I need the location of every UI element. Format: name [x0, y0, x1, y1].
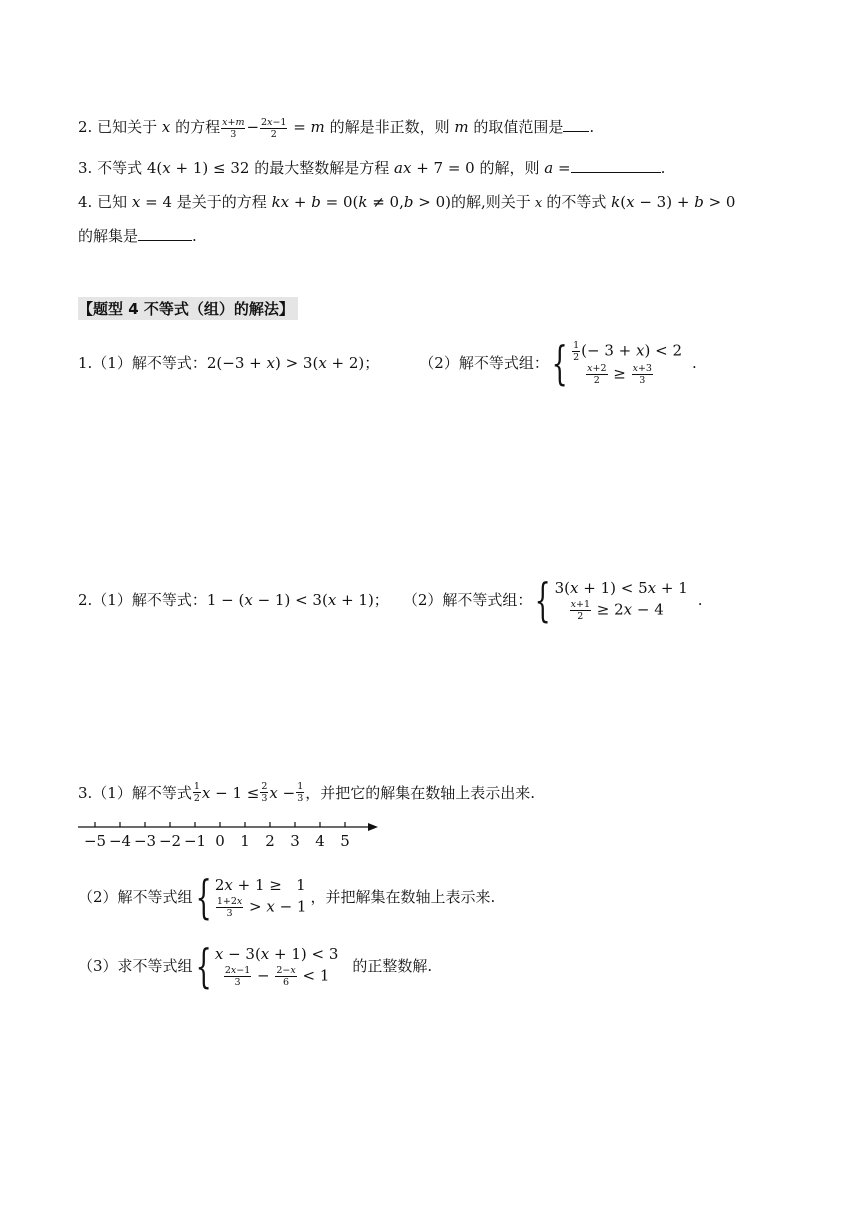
number-line-tick-label: 0 [215, 832, 225, 850]
section-heading: 【题型 4 不等式（组）的解法】 [78, 297, 298, 320]
answer-blank[interactable] [138, 226, 192, 241]
answer-blank[interactable] [563, 117, 589, 132]
question-3: 3. 不等式 4(x + 1) ≤ 32 的最大整数解是方程 ax + 7 = 0 的解，则 a = . [78, 159, 666, 177]
problem-3-part2: （2）解不等式组 { 2x + 1 ≥ 1 $\frac{1+2x}{3}$ > x − 1 ，并把解集在数轴上表示来. [78, 870, 496, 924]
number-line-tick-label: 1 [240, 832, 250, 850]
number-line-tick-label: −2 [158, 832, 182, 850]
answer-blank[interactable] [571, 158, 661, 173]
number-line-arrow [368, 823, 378, 831]
number-line-tick-label: 3 [290, 832, 300, 850]
number-line-tick-label: 4 [315, 832, 325, 850]
number-line-tick-label: 2 [265, 832, 275, 850]
question-2: 2. 已知关于 x 的方程 $\frac{x+m}{3}$ − $\frac{2x-1}{2}$ = m 的解是非正数，则 m 的取值范围是 . [78, 116, 595, 140]
number-line-tick-label: −5 [83, 832, 107, 850]
question-4: 4. 已知 x = 4 是关于的方程 kx + b = 0(k ≠ 0,b > 0)的解,则关于 x 的不等式 k(x − 3) + b > 0 [78, 193, 736, 211]
number-line-tick-label: −3 [133, 832, 157, 850]
problem-3-part1: 3.（1）解不等式 $\frac{1}{2}$ x − 1 ≤ $\frac{2}{3}$ x − $\frac{1}{3}$ ，并把它的解集在数轴上表示出来. [78, 781, 536, 804]
inequality-system: { $\frac{1}{2}$ (− 3 + x) < 2 $\frac{x+2}{2}$ ≥ $\frac{x+3}{3}$ [551, 336, 682, 390]
inequality-system: { 2x + 1 ≥ 1 $\frac{1+2x}{3}$ > x − 1 [195, 870, 307, 924]
number-line-tick-label: 5 [340, 832, 350, 850]
number-line-tick-label: −4 [108, 832, 132, 850]
number-line [78, 818, 388, 852]
inequality-system: { x − 3(x + 1) < 3 $\frac{2x-1}{3}$ − $\frac{2-x}{6}$ < 1 [195, 939, 339, 993]
inequality-system: { 3(x + 1) < 5x + 1 $\frac{x+1}{2}$ ≥ 2x − 4 [534, 573, 688, 627]
problem-1: 1.（1）解不等式： 2(−3 + x) > 3(x + 2) ； （2）解不等式组： { $\frac{1}{2}$ (− 3 + x) < 2 $\frac{x+2}{2}$ ≥ $\frac{x+3}{3}$ . [78, 336, 697, 390]
problem-3-part3: （3）求不等式组 { x − 3(x + 1) < 3 $\frac{2x-1}{3}$ − $\frac{2-x}{6}$ < 1 的正整数解. [78, 939, 433, 993]
question-4-line2: 的解集是 . [78, 227, 197, 245]
number-line-tick-label: −1 [183, 832, 207, 850]
problem-2: 2.（1）解不等式： 1 − (x − 1) < 3(x + 1) ； （2）解不等式组： { 3(x + 1) < 5x + 1 $\frac{x+1}{2}$ ≥ 2x − 4 . [78, 573, 703, 627]
